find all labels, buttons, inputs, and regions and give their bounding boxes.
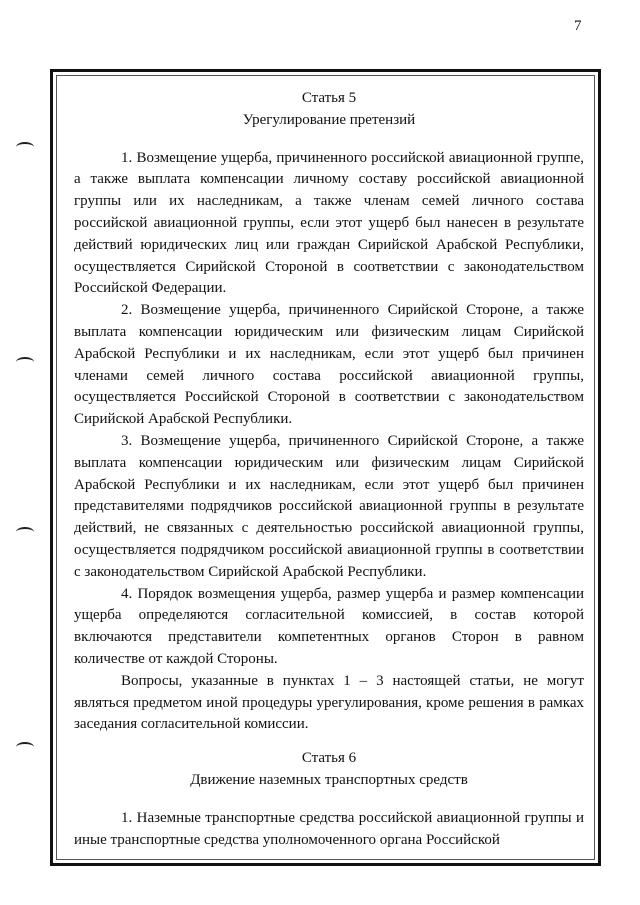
spacer [74, 736, 584, 748]
punch-hole-mark [16, 142, 34, 152]
article-5-title: Урегулирование претензий [242, 111, 416, 128]
punch-hole-mark [16, 357, 34, 367]
article-5-paragraph-1: 1. Возмещение ущерба, причиненного российской авиационной группе, а также выплата компенсации личному составу российской авиационной группы или их наследникам, а также членам семей личного состава российской авиационной группы, если этот ущерб был нанесен в результате действий юридических лиц или граждан Сирийской Арабской Республики, осуществляется Сирийской Стороной в соответствии с законодательством Российской Федерации. [74, 149, 584, 297]
article-6-paragraph-1: 1. Наземные транспортные средства российской авиационной группы и иные транспортные средства уполномоченного органа Российской [74, 809, 584, 848]
article-6-number: Статья 6 [301, 750, 357, 767]
article-5-paragraph-4: 4. Порядок возмещения ущерба, размер ущерба и размер компенсации ущерба определяются согласительной комиссией, в состав которой включаются представители компетентных органов Сторон в равном количестве от каждой Стороны. [74, 585, 584, 667]
article-5-paragraph-3: 3. Возмещение ущерба, причиненного Сирийской Стороне, а также выплата компенсации юридическим или физическим лицам Сирийской Арабской Республики и их наследникам, если этот ущерб был причинен представителями подрядчиков российской авиационной группы в результате действий, не связанных с деятельностью российской авиационной группы, осуществляется подрядчиком российской авиационной группы в соответствии с законодательством Сирийской Арабской Республики. [74, 432, 584, 580]
spacer [74, 792, 584, 808]
document-body [74, 88, 584, 851]
article-6-title: Движение наземных транспортных средств [190, 771, 468, 788]
punch-hole-mark [16, 742, 34, 752]
article-5-paragraph-5: Вопросы, указанные в пунктах 1 – 3 настоящей статьи, не могут являться предметом иной процедуры урегулирования, кроме решения в рамках заседания согласительной комиссии. [74, 672, 584, 733]
punch-hole-mark [16, 527, 34, 537]
spacer [74, 132, 584, 148]
article-5-number: Статья 5 [301, 90, 357, 106]
page-number: 7 [574, 18, 582, 34]
article-5-paragraph-2: 2. Возмещение ущерба, причиненного Сирийской Стороне, а также выплата компенсации юридическим или физическим лицам Сирийской Арабской Республики и их наследникам, если этот ущерб был причинен членами семей личного состава российской авиационной группы, осуществляется Российской Стороной в соответствии с законодательством Сирийской Арабской Республики. [74, 302, 584, 428]
